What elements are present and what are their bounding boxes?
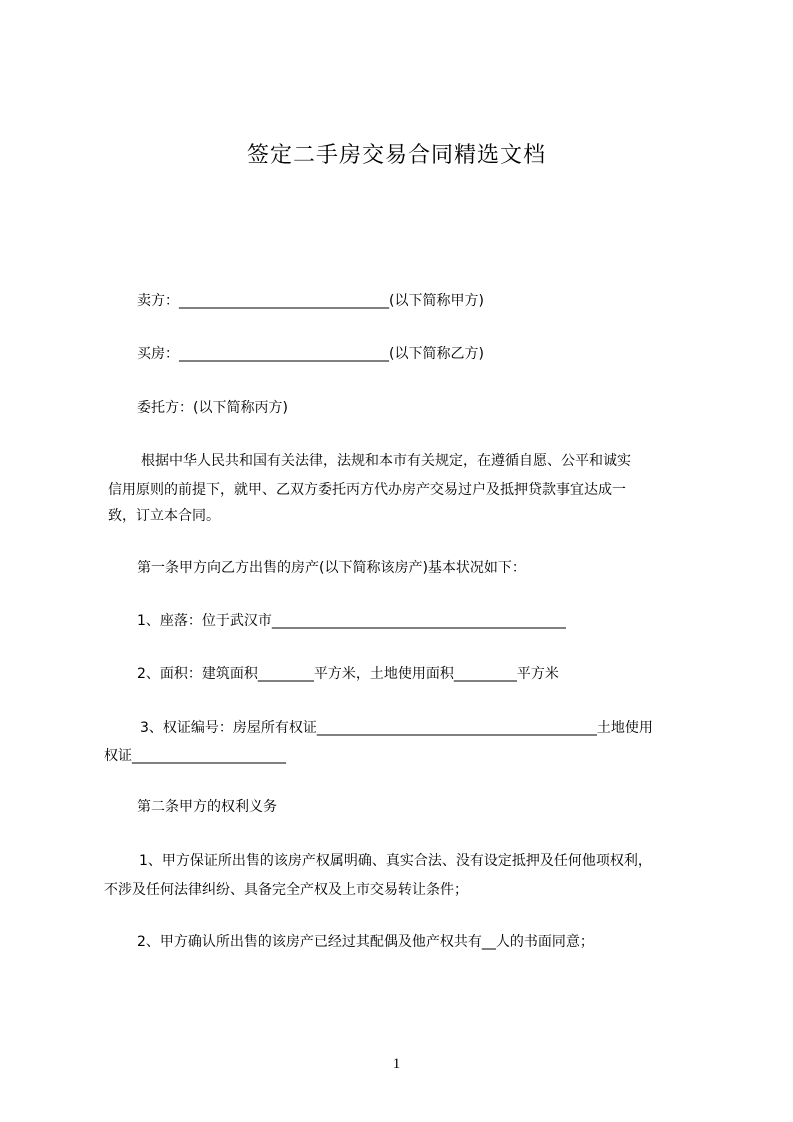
document-title: 签定二手房交易合同精选文档 (246, 143, 546, 168)
seller-line: 卖方：______________________________(以下简称甲方) (137, 293, 484, 309)
article2-heading: 第二条甲方的权利义务 (137, 799, 277, 815)
article2-item1-line-2: 不涉及任何法律纠纷、具备完全产权及上市交易转让条件； (104, 882, 468, 898)
preamble-line-2: 信用原则的前提下，就甲、乙双方委托丙方代办房产交易过户及抵押贷款事宜达成一 (108, 482, 626, 498)
article1-item-location: 1、座落：位于武汉市__________________________________________ (137, 613, 566, 629)
article1-heading: 第一条甲方向乙方出售的房产(以下简称该房产)基本状况如下： (137, 560, 526, 576)
preamble-line-1: 根据中华人民共和国有关法律，法规和本市有关规定，在遵循自愿、公平和诚实 (141, 453, 631, 469)
agent-line: 委托方：(以下简称丙方) (137, 400, 288, 416)
article2-item1-line-1: 1、甲方保证所出售的该房产权属明确、真实合法、没有设定抵押及任何他项权利， (139, 853, 652, 869)
article2-item2: 2、甲方确认所出售的该房产已经过其配偶及他产权共有__人的书面同意； (137, 934, 594, 950)
article1-item-certificate-line-2: 权证______________________ (104, 748, 286, 764)
preamble-line-3: 致，订立本合同。 (108, 508, 220, 524)
article1-item-certificate-line-1: 3、权证编号：房屋所有权证________________________________________土地使用 (140, 720, 653, 736)
article1-item-area: 2、面积：建筑面积________平方米，土地使用面积_________平方米 (137, 666, 559, 682)
page-number: 1 (392, 1056, 401, 1072)
buyer-line: 买房：______________________________(以下简称乙方) (137, 346, 484, 362)
